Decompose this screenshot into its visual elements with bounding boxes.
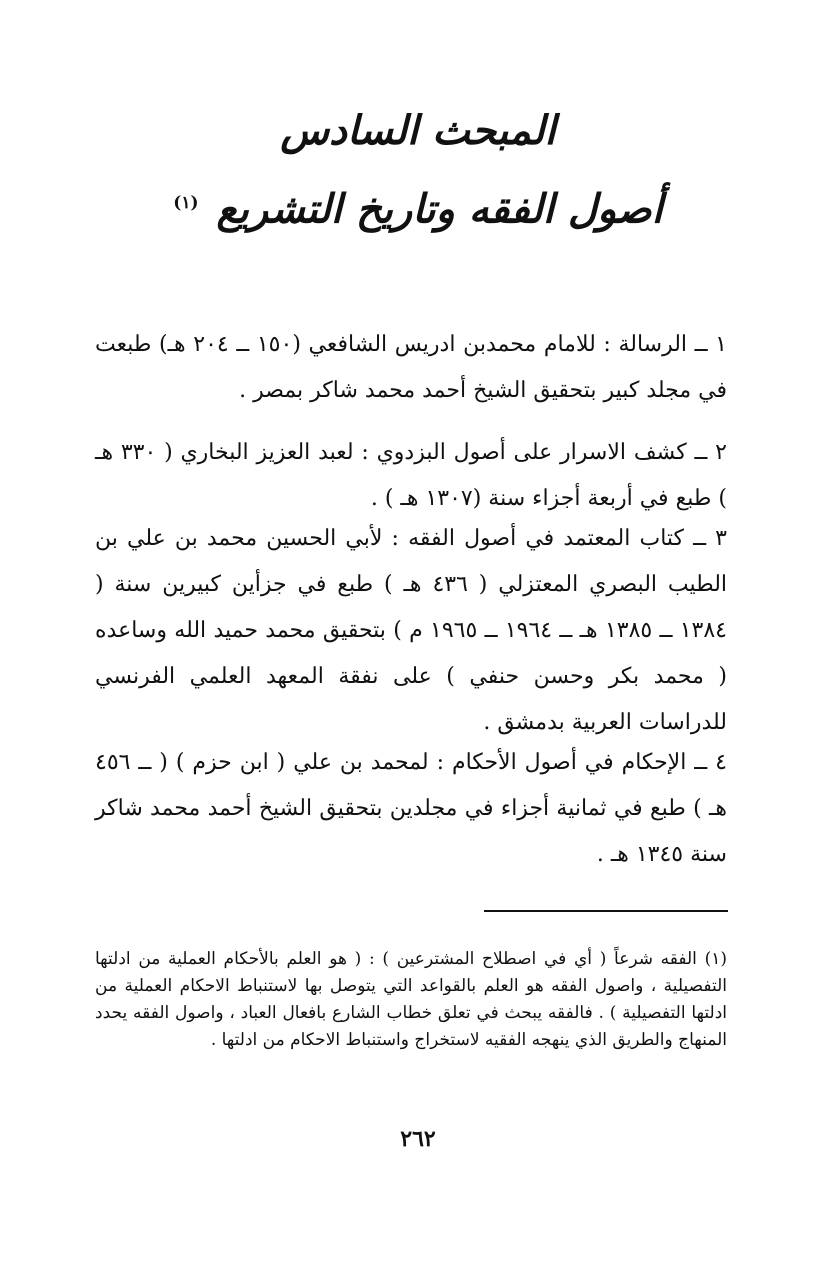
chapter-subtitle-text: أصول الفقه وتاريخ التشريع — [216, 185, 663, 233]
reference-entry-text: ٣ ــ كتاب المعتمد في أصول الفقه : لأبي الحسين محمد بن علي بن الطيب البصري المعتزلي ( ٤٣٦ هـ ) طبع في جزأين كبيرين سنة ( ١٣٨٤ ــ ١٣٨٥ هـ ــ ١٩٦٤ ــ ١٩٦٥ م ) بتحقيق محمد حميد الله وساعده ( محمد بكر وحسن حنفي ) على نفقة المعهد العلمي الفرنسي للدراسات العربية بدمشق . — [95, 526, 728, 735]
page-number — [0, 1124, 836, 1154]
reference-entry-4 — [95, 740, 727, 878]
reference-entry-text: ٤ ــ الإحكام في أصول الأحكام : لمحمد بن علي ( ابن حزم ) ( ــ ٤٥٦ هـ ) طبع في ثمانية أجزاء في مجلدين بتحقيق الشيخ أحمد محمد شاكر سنة ١٣٤٥ هـ . — [95, 750, 727, 867]
chapter-subtitle — [0, 176, 836, 236]
reference-entry-1 — [95, 322, 727, 414]
reference-entry-2 — [95, 430, 727, 522]
reference-entry-text: ٢ ــ كشف الاسرار على أصول البزدوي : لعبد العزيز البخاري ( ٣٣٠ هـ ) طبع في أربعة أجزاء سنة (١٣٠٧ هـ ) . — [95, 440, 727, 511]
footnote-reference-marker: (١) — [173, 193, 199, 213]
footnote-separator-line — [484, 910, 728, 912]
section-title — [0, 106, 836, 156]
reference-entry-3 — [95, 516, 727, 746]
footnote-text: (١) الفقه شرعاً ( أي في اصطلاح المشترعين ) : ( هو العلم بالأحكام العملية من ادلتها التفصيلية ، واصول الفقه هو العلم بالقواعد التي يتوصل بها لاستنباط الاحكام العملية من ادلتها التفصيلية ) . فالفقه يبحث في تعلق خطاب الشارع بافعال العباد ، واصول الفقه يحدد المنهاج والطريق الذي ينهجه الفقيه لاستخراج واستنباط الاحكام من ادلتها . — [95, 949, 728, 1050]
section-title-text: المبحث السادس — [280, 107, 556, 154]
page-number-text: ٢٦٢ — [400, 1126, 436, 1152]
footnote — [95, 946, 727, 1054]
reference-entry-text: ١ ــ الرسالة : للامام محمدبن ادريس الشافعي (١٥٠ ــ ٢٠٤ هـ) طبعت في مجلد كبير بتحقيق الشيخ أحمد محمد شاكر بمصر . — [95, 332, 727, 403]
